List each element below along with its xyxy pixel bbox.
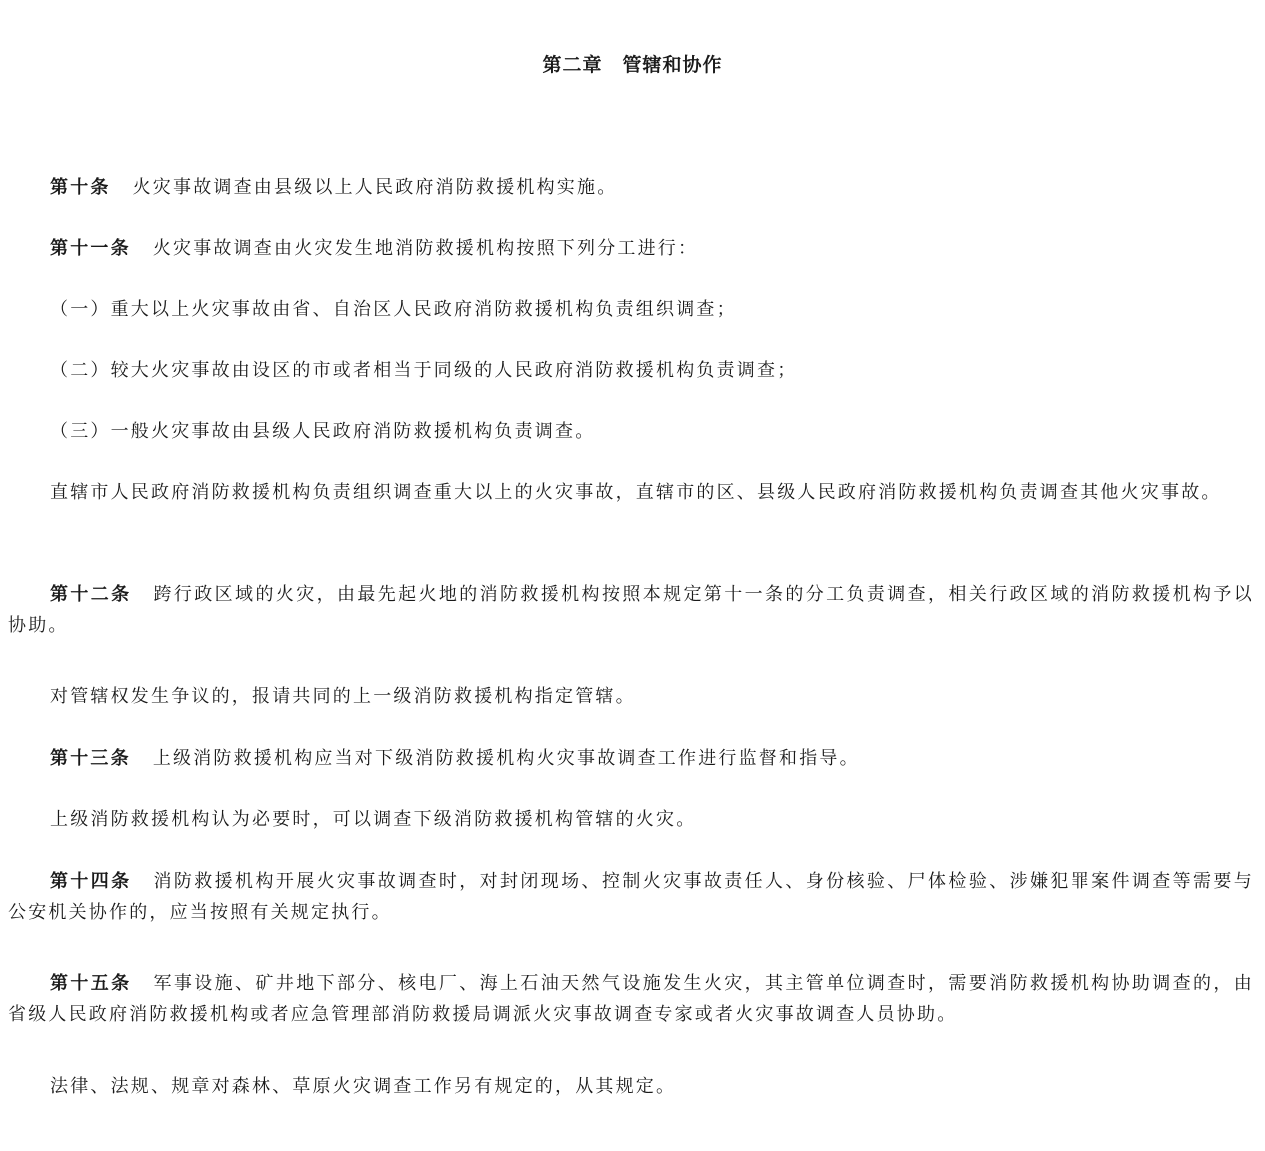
paragraph-text: 上级消防救援机构应当对下级消防救援机构火灾事故调查工作进行监督和指导。 <box>152 748 860 769</box>
article-number: 第十四条 <box>50 871 132 892</box>
article-number: 第十二条 <box>50 584 132 605</box>
article-number: 第十条 <box>50 177 111 198</box>
paragraph-text: 跨行政区域的火灾，由最先起火地的消防救援机构按照本规定第十一条的分工负责调查，相关行政区域的消防救援机构予以协助。 <box>8 584 1254 636</box>
article-paragraph <box>8 172 1254 203</box>
chapter-title: 第二章 管辖和协作 <box>542 54 723 76</box>
paragraph-text: 对管辖权发生争议的，报请共同的上一级消防救援机构指定管辖。 <box>50 686 636 707</box>
paragraph-text: 直辖市人民政府消防救援机构负责组织调查重大以上的火灾事故，直辖市的区、县级人民政府消防救援机构负责调查其他火灾事故。 <box>50 482 1222 503</box>
article-number: 第十一条 <box>50 238 131 259</box>
paragraph-text: 军事设施、矿井地下部分、核电厂、海上石油天然气设施发生火灾，其主管单位调查时，需要消防救援机构协助调查的，由省级人民政府消防救援机构或者应急管理部消防救援局调派火灾事故调查专家或者火灾事故调查人员协助。 <box>8 973 1254 1025</box>
article-paragraph <box>8 743 1254 774</box>
body-paragraph <box>8 1071 1254 1102</box>
paragraph-text: 火灾事故调查由县级以上人民政府消防救援机构实施。 <box>132 177 618 198</box>
paragraph-text: 消防救援机构开展火灾事故调查时，对封闭现场、控制火灾事故责任人、身份核验、尸体检验、涉嫌犯罪案件调查等需要与公安机关协作的，应当按照有关规定执行。 <box>8 871 1254 923</box>
body-paragraph <box>8 804 1254 835</box>
paragraph-text: （三）一般火灾事故由县级人民政府消防救援机构负责调查。 <box>50 421 596 442</box>
paragraph-text: 火灾事故调查由火灾发生地消防救援机构按照下列分工进行： <box>152 238 699 259</box>
article-paragraph <box>8 968 1254 1030</box>
list-item <box>8 294 1254 325</box>
paragraph-text: 法律、法规、规章对森林、草原火灾调查工作另有规定的，从其规定。 <box>50 1076 677 1097</box>
body-paragraph <box>8 681 1254 712</box>
paragraph-text: 上级消防救援机构认为必要时，可以调查下级消防救援机构管辖的火灾。 <box>50 809 697 830</box>
body-paragraph <box>8 477 1254 508</box>
article-paragraph <box>8 866 1254 928</box>
paragraph-text: （一）重大以上火灾事故由省、自治区人民政府消防救援机构负责组织调查； <box>50 299 737 320</box>
article-number: 第十五条 <box>50 973 132 994</box>
list-item <box>8 416 1254 447</box>
paragraph-text: （二）较大火灾事故由设区的市或者相当于同级的人民政府消防救援机构负责调查； <box>50 360 798 381</box>
article-paragraph <box>8 579 1254 641</box>
article-paragraph <box>8 233 1254 264</box>
list-item <box>8 355 1254 386</box>
article-number: 第十三条 <box>50 748 131 769</box>
